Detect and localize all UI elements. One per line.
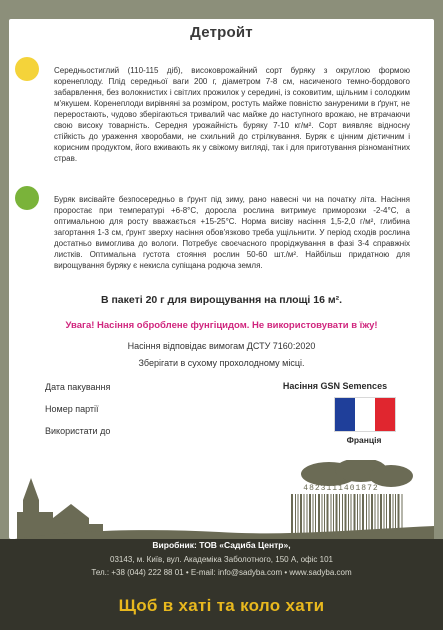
barcode-bar [360, 494, 361, 534]
barcode-bar [354, 494, 356, 534]
green-dot-icon [15, 186, 39, 210]
barcode-bar [389, 494, 391, 534]
barcode-bar [318, 494, 320, 534]
barcode-bar [362, 494, 364, 534]
barcode-bar [380, 494, 382, 534]
flag-stripe-white [355, 398, 375, 431]
france-flag-icon [334, 397, 396, 432]
pack-date-label: Дата пакування [45, 382, 111, 392]
barcode-bar [331, 494, 332, 534]
barcode-bar [393, 494, 394, 534]
origin-country: Франція [346, 435, 382, 445]
manufacturer: Виробник: ТОВ «Садиба Центр», [152, 540, 291, 550]
barcode-bar [307, 494, 308, 534]
barcode-bar [291, 494, 293, 534]
barcode-bar [398, 494, 400, 534]
barcode-bar [336, 494, 338, 534]
fungicide-warning: Увага! Насіння оброблене фунгіцидом. Не використовувати в їжу! [65, 320, 378, 331]
barcode-bar [309, 494, 311, 534]
use-by-label: Використати до [45, 426, 111, 436]
variety-title: Детройт [190, 24, 253, 41]
barcode-bar [371, 494, 373, 534]
yellow-dot-icon [15, 57, 39, 81]
barcode-bar [386, 494, 387, 534]
village-skyline-illustration [9, 460, 434, 540]
flag-stripe-red [375, 398, 395, 431]
barcode-number: 4823111401872 [303, 484, 379, 493]
barcode-bar [295, 494, 296, 534]
barcode-bar [357, 494, 358, 534]
barcode-bar [339, 494, 340, 534]
barcode-bar [333, 494, 334, 534]
barcode-bar [375, 494, 376, 534]
seed-brand: Насіння GSN Semences [282, 381, 388, 391]
standard-compliance: Насіння відповідає вимогам ДСТУ 7160:2020 [127, 341, 316, 351]
barcode-bars [291, 494, 403, 534]
growing-instructions: Буряк висівайте безпосередньо в ґрунт під зиму, рано навесні чи на початку літа. Насіння проростає при температурі +6-8°С, доросла рослина витримує приморозки -2-4°С, а оптимальною для росту вважається +15-25°С. Норма висіву насіння 1,5-2,0 г/м², глибина загортання 1-3 см, ґрунт зверху насіння обов'язково треба ущільнити. У період сходів рослина достатньо вимоглива до вологи. Потребує своєчасного проріджування в фазі 3-4 справжніх листків. Оптимальна густота стояння рослин 50-60 шт./м². Найбільш придатною для вирощування буряку є некисла супіщана родюча земля. [54, 195, 410, 270]
batch-number-label: Номер партії [45, 404, 99, 414]
church-silhouette [17, 478, 53, 540]
barcode-bar [300, 494, 302, 534]
barcode-bar [351, 494, 352, 534]
barcode-bar [369, 494, 370, 534]
flag-stripe-blue [335, 398, 355, 431]
barcode-bar [313, 494, 314, 534]
barcode-bar [324, 494, 325, 534]
barcode-bar [348, 494, 349, 534]
barcode-bar [366, 494, 367, 534]
footer-strip [0, 539, 443, 630]
barcode-bar [315, 494, 316, 534]
brand-slogan: Щоб в хаті та коло хати [118, 596, 325, 615]
package-info: В пакеті 20 г для вирощування на площі 16 м². [100, 294, 343, 306]
barcode-bar [395, 494, 396, 534]
barcode-bar [327, 494, 329, 534]
barcode-bar [384, 494, 385, 534]
storage-note: Зберігати в сухому прохолодному місці. [138, 358, 305, 368]
variety-description: Середньостиглий (110-115 діб), високоврожайний сорт буряку з округлою формою коренеплоду. Плід середньої ваги 200 г, діаметром 7-8 см, насиченого темно-бордового забарвлення, без волокнистих і світлих прожилок у середині, із соковитим, щільним і солодким м'якушем. Коренеплоди вирівняні за розміром, ростуть майже повністю зануреними в ґрунт, не переростають, чудово зберігаються тривалий час майже до наступного врожаю, не втрачаючи свою високу товарність. Середня урожайність буряку 7-10 кг/м². Сорт виявляє відносну стійкість до ураження хворобами, не схильний до стрілкування. Буряк є цінним дієтичним і корисним продуктом, його вживають як у свіжому вигляді, так і для приготування різноманітних страв. [54, 66, 410, 163]
manufacturer-contacts: Тел.: +38 (044) 222 88 01 • E-mail: info@sadyba.com • www.sadyba.com [91, 568, 352, 577]
barcode-bar [304, 494, 305, 534]
barcode-bar [298, 494, 299, 534]
barcode-bar [402, 494, 403, 534]
barcode-bar [345, 494, 347, 534]
barcode-bar [322, 494, 323, 534]
barcode-bar [378, 494, 379, 534]
barcode-bar [342, 494, 343, 534]
manufacturer-address: 03143, м. Київ, вул. Академіка Заболотного, 150 А, офіс 101 [110, 555, 333, 564]
